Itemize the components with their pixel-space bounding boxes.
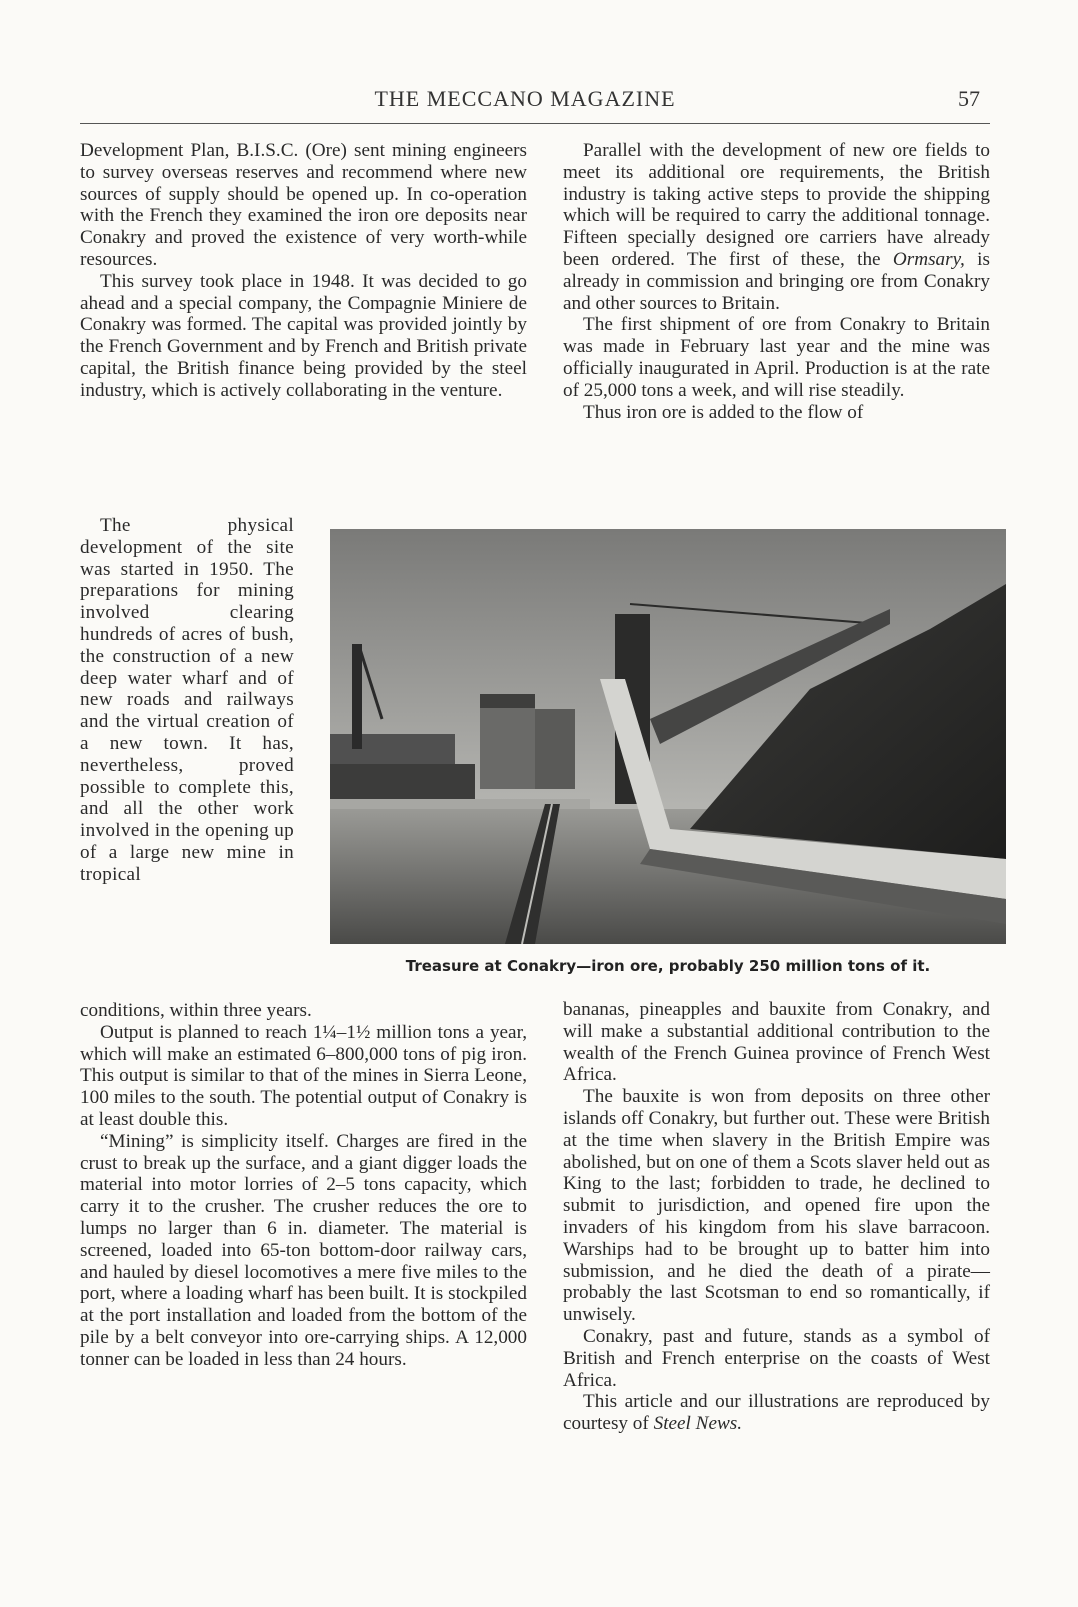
paragraph: Conakry, past and future, stands as a symbol of British and French enterprise on the coasts of West Africa. — [563, 1325, 990, 1391]
source-name: Steel News. — [653, 1413, 743, 1435]
text-span: This article and our illustrations are reproduced by courtesy of — [563, 1391, 990, 1435]
crane-left — [352, 644, 362, 749]
paragraph — [563, 1391, 990, 1435]
paragraph: The physical development of the site was started in 1950. The preparations for mining involved clearing hundreds of acres of bush, the construction of a new deep water wharf and of new roads and railways and the virtual creation of a new town. It has, nevertheless, proved possible to complete this, and all the other work involved in the opening up of a large new mine in tropical — [80, 515, 294, 885]
text-span: Parallel with the development of new ore fields to meet its additional ore requirements, the British industry is taking active steps to provide the shipping which will be required to carry the additional tonnage. Fifteen specially designed ore carriers have already been ordered. The first of these, the — [563, 140, 990, 270]
paragraph: “Mining” is simplicity itself. Charges are fired in the crust to break up the surface, and a giant digger loads the material into motor lorries of 2–5 tons capacity, which carry it to the crusher. The crusher reduces the ore to lumps no larger than 6 in. diameter. The material is screened, loaded into 65-ton bottom-door railway cars, and hauled by diesel locomotives a mere five miles to the port, where a loading wharf has been built. It is stockpiled at the port installation and loaded from the bottom of the pile by a belt conveyor into ore-carrying ships. A 12,000 tonner can be loaded in less than 24 hours. — [80, 1130, 527, 1370]
left-narrow-column — [80, 515, 294, 886]
loading-building — [480, 694, 535, 789]
left-column-bottom — [80, 1000, 527, 1371]
header-rule — [80, 123, 990, 124]
paragraph: The bauxite is won from deposits on three other islands off Conakry, but further out. These were British at the time when slavery in the British Empire was abolished, but on one of them a Scots slaver held out as King to the last; forbidden to trade, he declined to submit to jurisdiction, and opened fire upon the invaders of his kingdom from his slave barracoon. Warships had to be brought up to batter him into submission, and he died the death of a pirate—probably the last Scotsman to end so romantically, if unwisely. — [563, 1086, 990, 1326]
wharf-deck — [330, 764, 475, 799]
text-span: is already in commission and bringing ore from Conakry and other sources to Britain. — [563, 248, 990, 314]
article-photo — [330, 529, 1006, 944]
right-column-bottom — [563, 999, 990, 1435]
photo-caption: Treasure at Conakry—iron ore, probably 250 million tons of it. — [405, 957, 931, 975]
paragraph: conditions, within three years. — [80, 1000, 312, 1021]
wharf-shed — [330, 734, 455, 764]
paragraph: Output is planned to reach 1¼–1½ million tons a year, which will make an estimated 6–800,000 tons of pig iron. This output is similar to that of the mines in Sierra Leone, 100 miles to the south. The potential output of Conakry is at least double this. — [80, 1021, 527, 1130]
loading-building-roof — [480, 694, 535, 708]
paragraph: bananas, pineapples and bauxite from Conakry, and will make a substantial additional contribution to the wealth of the French Guinea province of French West Africa. — [563, 999, 990, 1086]
page-number: 57 — [958, 86, 980, 111]
paragraph — [563, 140, 990, 314]
paragraph: Development Plan, B.I.S.C. (Ore) sent mining engineers to survey overseas reserves and recommend where new sources of supply should be opened up. In co-operation with the French they examined the iron ore deposits near Conakry and proved the existence of very worth-while resources. — [80, 140, 527, 270]
paragraph: This survey took place in 1948. It was decided to go ahead and a special company, the Compagnie Miniere de Conakry was formed. The capital was provided jointly by the French Government and by French and British private capital, the British finance being provided by the steel industry, which is actively collaborating in the venture. — [80, 270, 527, 401]
page-header-title: THE MECCANO MAGAZINE — [374, 86, 676, 111]
loading-building-annex — [535, 709, 575, 789]
paragraph: The first shipment of ore from Conakry to Britain was made in February last year and the mine was officially inaugurated in April. Production is at the rate of 25,000 tons a week, and will rise steadily. — [563, 314, 990, 401]
ship-name: Ormsary, — [892, 248, 965, 270]
paragraph: Thus iron ore is added to the flow of — [583, 401, 864, 423]
left-column-top — [80, 140, 527, 402]
right-column-top — [563, 140, 990, 423]
